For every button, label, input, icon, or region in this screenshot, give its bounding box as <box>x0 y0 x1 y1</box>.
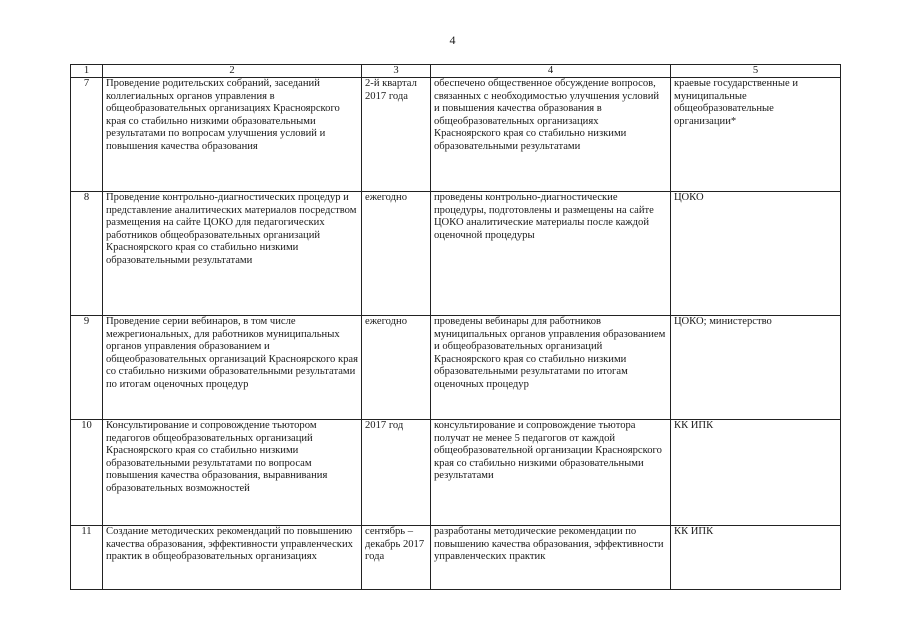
table-row <box>71 78 841 192</box>
result-cell: проведены контрольно-диагностические процедуры, подготовлены и размещены на сайте ЦОКО аналитические материалы после каждой оценочной процедуры <box>431 192 671 316</box>
action-cell: Проведение родительских собраний, заседаний коллегиальных органов управления в общеобразовательных организациях Красноярского края со стабильно низкими образовательными результатами по вопросам улучшения условий и повышения качества образования <box>103 78 362 192</box>
responsible-cell: КК ИПК <box>671 526 841 590</box>
result-cell: обеспечено общественное обсуждение вопросов, связанных с необходимостью улучшения условий и повышения качества образования в общеобразовательных организациях Красноярского края со стабильно низкими образовательными результатами <box>431 78 671 192</box>
period-cell: 2017 год <box>362 420 431 526</box>
table-row <box>71 316 841 420</box>
result-cell: разработаны методические рекомендации по повышению качества образования, эффективности управленческих практик <box>431 526 671 590</box>
table-row <box>71 192 841 316</box>
result-cell: консультирование и сопровождение тьютора получат не менее 5 педагогов от каждой общеобразовательной организации Красноярского края со стабильно низкими образовательными результатами <box>431 420 671 526</box>
action-cell: Проведение серии вебинаров, в том числе межрегиональных, для работников муниципальных органов управления образованием и общеобразовательных организаций Красноярского края со стабильно низкими образовательными результатами по итогам оценочных процедур <box>103 316 362 420</box>
row-number: 10 <box>71 420 103 526</box>
responsible-cell: КК ИПК <box>671 420 841 526</box>
column-header-3: 3 <box>362 65 431 78</box>
row-number: 9 <box>71 316 103 420</box>
table-row <box>71 420 841 526</box>
action-cell: Консультирование и сопровождение тьютором педагогов общеобразовательных организаций Красноярского края со стабильно низкими образовательными результатами по вопросам повышения качества образования, выравнивания образовательных возможностей <box>103 420 362 526</box>
period-cell: 2-й квартал 2017 года <box>362 78 431 192</box>
responsible-cell: ЦОКО; министерство <box>671 316 841 420</box>
column-header-2: 2 <box>103 65 362 78</box>
table-row <box>71 526 841 590</box>
responsible-cell: ЦОКО <box>671 192 841 316</box>
period-cell: сентябрь – декабрь 2017 года <box>362 526 431 590</box>
row-number: 8 <box>71 192 103 316</box>
column-header-1: 1 <box>71 65 103 78</box>
responsible-cell: краевые государственные и муниципальные общеобразовательные организации* <box>671 78 841 192</box>
table-header-row <box>71 65 841 78</box>
period-cell: ежегодно <box>362 192 431 316</box>
row-number: 7 <box>71 78 103 192</box>
row-number: 11 <box>71 526 103 590</box>
action-cell: Проведение контрольно-диагностических процедур и представление аналитических материалов посредством размещения на сайте ЦОКО для педагогических работников общеобразовательных организаций Красноярского края со стабильно низкими образовательными результатами <box>103 192 362 316</box>
period-cell: ежегодно <box>362 316 431 420</box>
activity-plan-table <box>70 64 841 590</box>
action-cell: Создание методических рекомендаций по повышению качества образования, эффективности управленческих практик в общеобразовательных организациях <box>103 526 362 590</box>
column-header-5: 5 <box>671 65 841 78</box>
column-header-4: 4 <box>431 65 671 78</box>
page-number: 4 <box>449 33 456 47</box>
result-cell: проведены вебинары для работников муниципальных органов управления образованием и общеобразовательных организаций Красноярского края со стабильно низкими образовательными результатами по итогам оценочных процедур <box>431 316 671 420</box>
